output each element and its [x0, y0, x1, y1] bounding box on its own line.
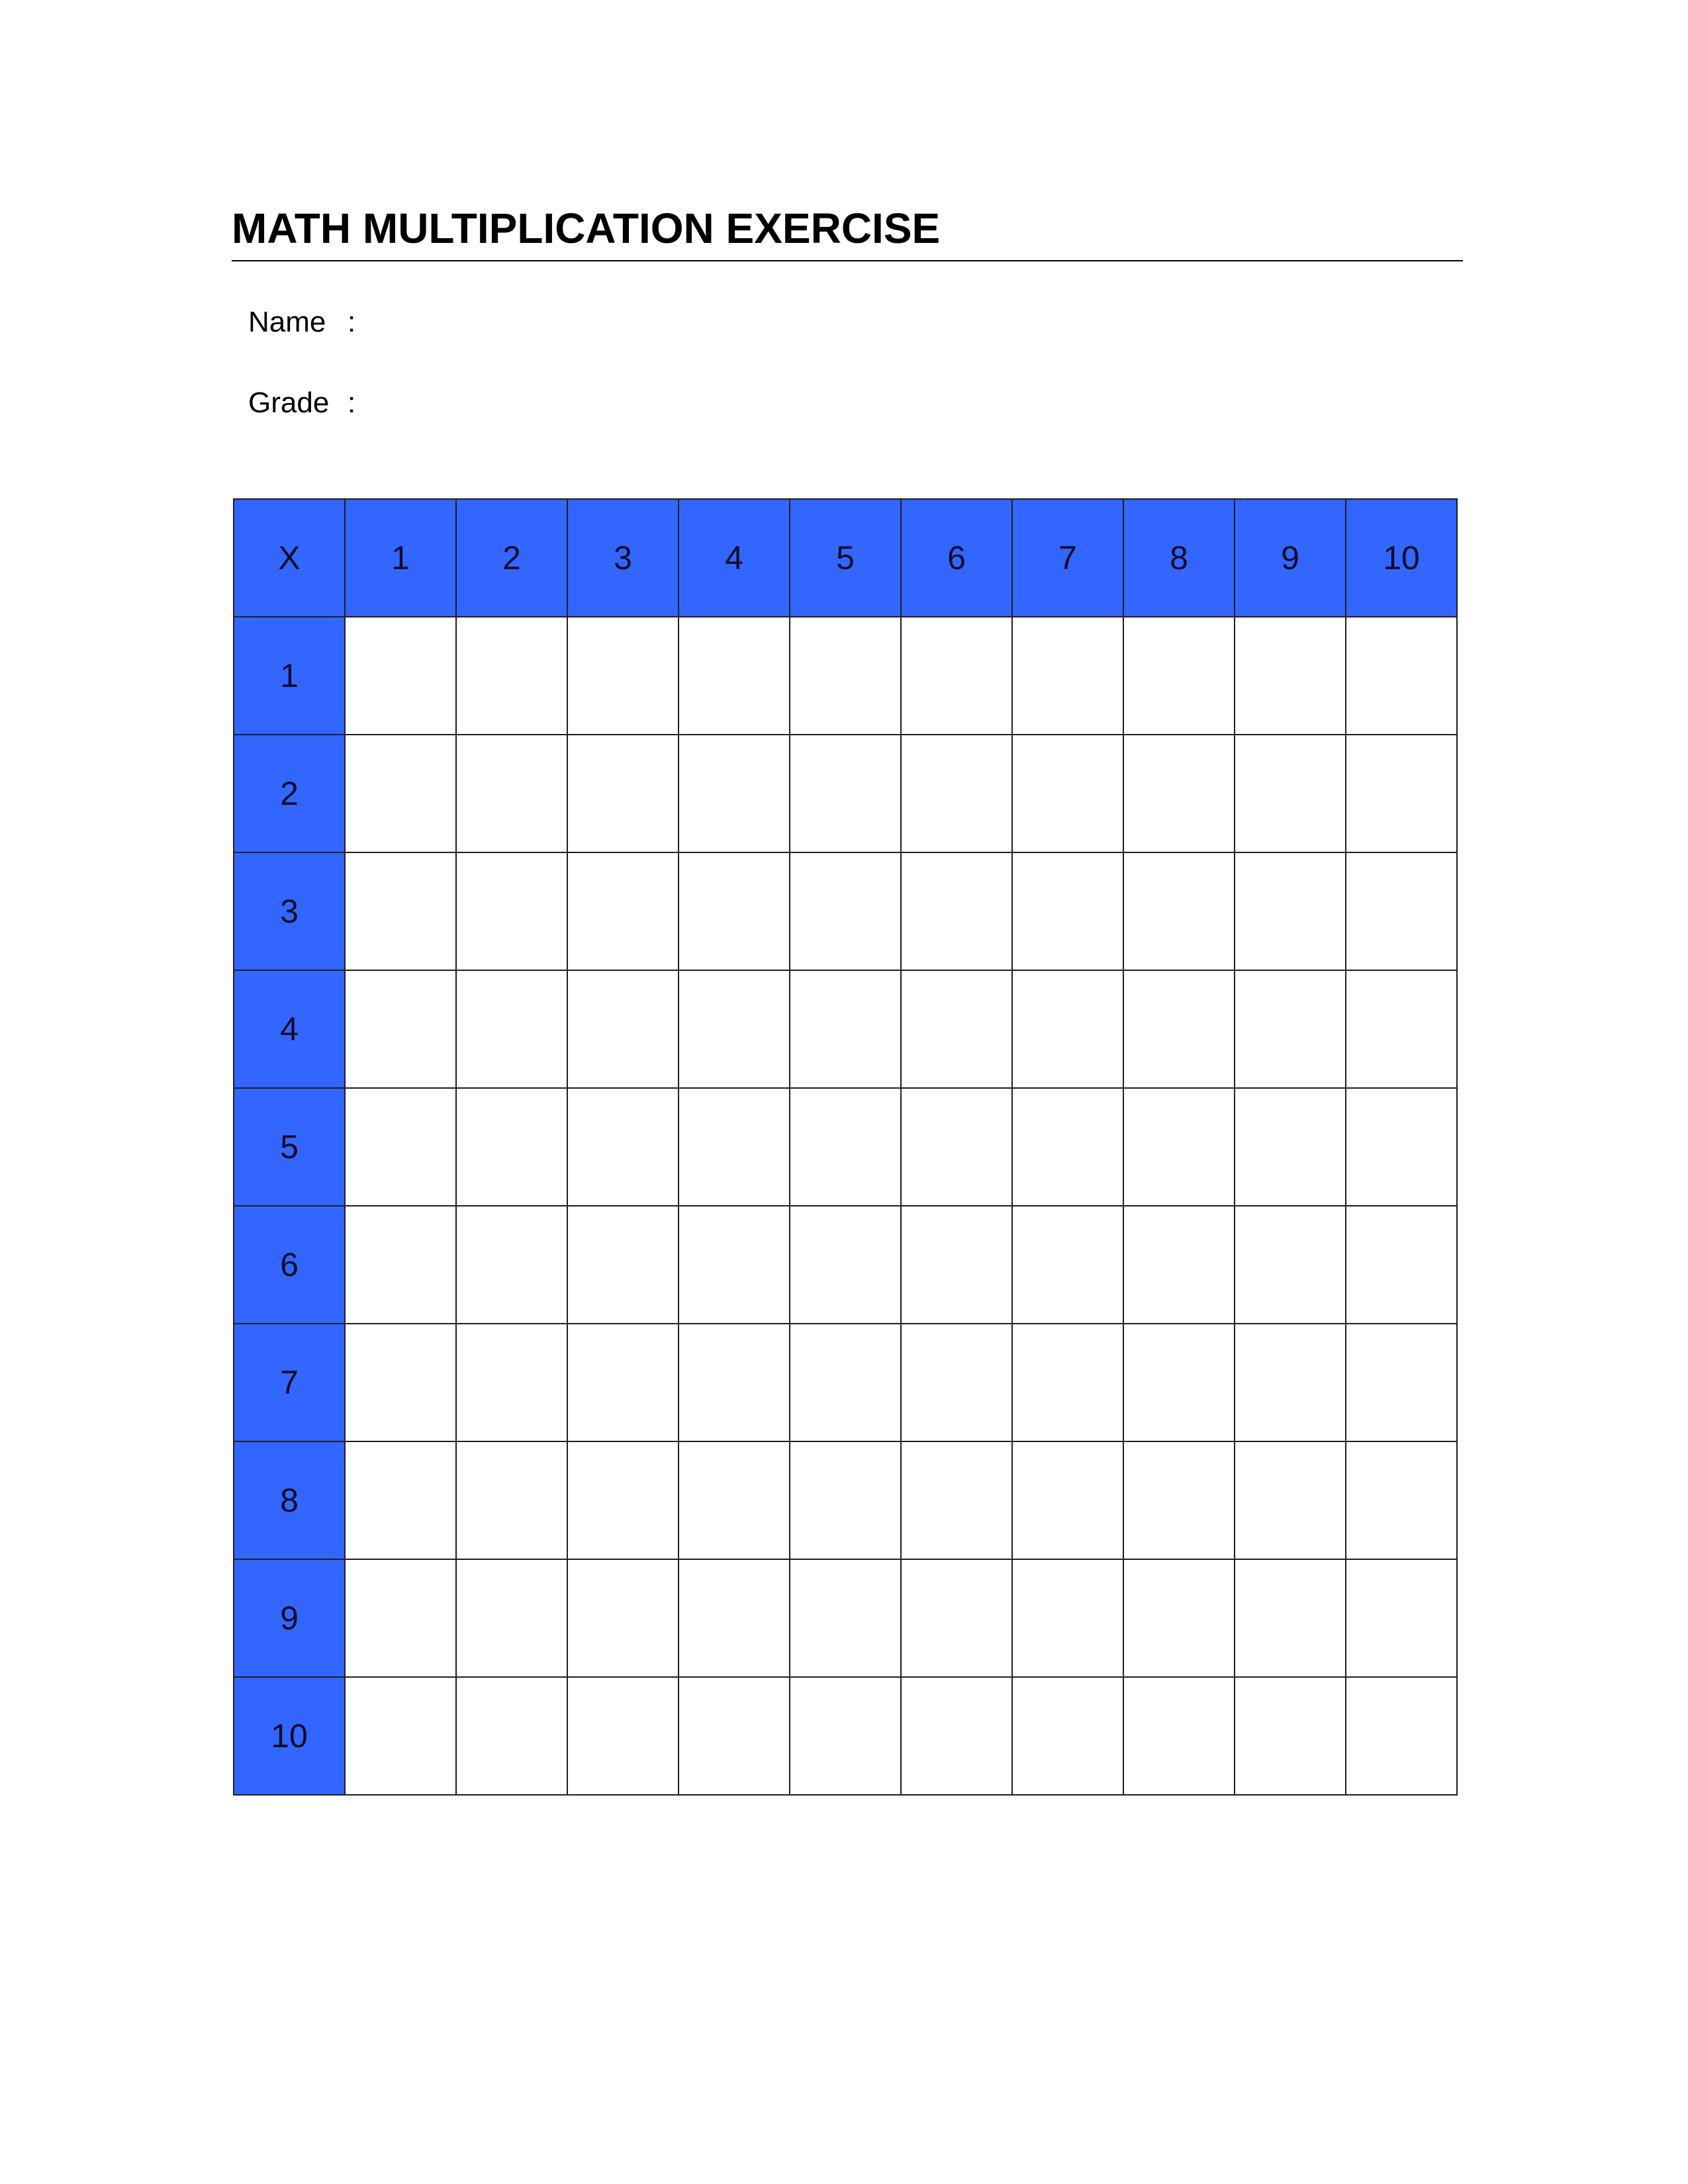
answer-cell[interactable]: [790, 617, 901, 735]
answer-cell[interactable]: [790, 1677, 901, 1795]
answer-cell[interactable]: [567, 1324, 679, 1441]
answer-cell[interactable]: [901, 1559, 1012, 1677]
table-row: [234, 970, 1457, 1088]
answer-cell[interactable]: [679, 617, 790, 735]
answer-cell[interactable]: [567, 1559, 679, 1677]
row-header: 2: [234, 735, 345, 852]
answer-cell[interactable]: [567, 1206, 679, 1324]
answer-cell[interactable]: [1346, 1088, 1457, 1206]
column-header: 10: [1346, 499, 1457, 617]
row-header: 7: [234, 1324, 345, 1441]
table-row: [234, 852, 1457, 970]
answer-cell[interactable]: [567, 970, 679, 1088]
table-row: [234, 1441, 1457, 1559]
table-row: [234, 1559, 1457, 1677]
column-header: 7: [1012, 499, 1123, 617]
row-header: 8: [234, 1441, 345, 1559]
answer-cell[interactable]: [456, 1088, 567, 1206]
answer-cell[interactable]: [1235, 1206, 1346, 1324]
answer-cell[interactable]: [1235, 852, 1346, 970]
answer-cell[interactable]: [901, 970, 1012, 1088]
answer-cell[interactable]: [1346, 1559, 1457, 1677]
multiplication-table: [233, 498, 1458, 1796]
answer-cell[interactable]: [901, 852, 1012, 970]
answer-cell[interactable]: [1346, 1324, 1457, 1441]
column-header: 2: [456, 499, 567, 617]
answer-cell[interactable]: [1346, 617, 1457, 735]
answer-cell[interactable]: [1346, 1206, 1457, 1324]
answer-cell[interactable]: [790, 1088, 901, 1206]
answer-cell[interactable]: [345, 1206, 456, 1324]
name-field-row: [248, 299, 765, 345]
answer-cell[interactable]: [567, 852, 679, 970]
answer-cell[interactable]: [790, 1324, 901, 1441]
answer-cell[interactable]: [790, 1206, 901, 1324]
answer-cell[interactable]: [1346, 970, 1457, 1088]
answer-cell[interactable]: [456, 1677, 567, 1795]
answer-cell[interactable]: [679, 1559, 790, 1677]
answer-cell[interactable]: [1346, 735, 1457, 852]
row-header: 9: [234, 1559, 345, 1677]
answer-cell[interactable]: [1012, 852, 1123, 970]
answer-cell[interactable]: [1012, 1324, 1123, 1441]
answer-cell[interactable]: [345, 735, 456, 852]
answer-cell[interactable]: [345, 852, 456, 970]
row-header: 3: [234, 852, 345, 970]
answer-cell[interactable]: [1235, 970, 1346, 1088]
answer-cell[interactable]: [1123, 617, 1235, 735]
answer-cell[interactable]: [456, 735, 567, 852]
table-row: [234, 1088, 1457, 1206]
answer-cell[interactable]: [1123, 1206, 1235, 1324]
answer-cell[interactable]: [679, 970, 790, 1088]
answer-cell[interactable]: [345, 1324, 456, 1441]
answer-cell[interactable]: [1346, 1441, 1457, 1559]
answer-cell[interactable]: [456, 970, 567, 1088]
answer-cell[interactable]: [1235, 617, 1346, 735]
answer-cell[interactable]: [901, 1677, 1012, 1795]
answer-cell[interactable]: [1123, 1088, 1235, 1206]
corner-header: X: [234, 499, 345, 617]
answer-cell[interactable]: [679, 1088, 790, 1206]
column-header: 8: [1123, 499, 1235, 617]
answer-cell[interactable]: [790, 970, 901, 1088]
answer-cell[interactable]: [345, 1559, 456, 1677]
answer-cell[interactable]: [901, 735, 1012, 852]
table-row: [234, 1324, 1457, 1441]
answer-cell[interactable]: [790, 735, 901, 852]
answer-cell[interactable]: [1123, 1324, 1235, 1441]
answer-cell[interactable]: [1012, 1206, 1123, 1324]
column-header: 5: [790, 499, 901, 617]
column-header: 3: [567, 499, 679, 617]
answer-cell[interactable]: [345, 1441, 456, 1559]
answer-cell[interactable]: [456, 617, 567, 735]
column-header: 4: [679, 499, 790, 617]
row-header: 5: [234, 1088, 345, 1206]
answer-cell[interactable]: [1235, 1677, 1346, 1795]
answer-cell[interactable]: [1235, 735, 1346, 852]
answer-cell[interactable]: [345, 617, 456, 735]
answer-cell[interactable]: [1123, 852, 1235, 970]
table-row: [234, 1677, 1457, 1795]
answer-cell[interactable]: [345, 970, 456, 1088]
answer-cell[interactable]: [567, 1088, 679, 1206]
answer-cell[interactable]: [1012, 970, 1123, 1088]
table-body: [234, 617, 1457, 1795]
answer-cell[interactable]: [901, 617, 1012, 735]
answer-cell[interactable]: [790, 852, 901, 970]
answer-cell[interactable]: [901, 1206, 1012, 1324]
table-header-row: [234, 499, 1457, 617]
column-header: 9: [1235, 499, 1346, 617]
answer-cell[interactable]: [679, 1677, 790, 1795]
table-row: [234, 735, 1457, 852]
answer-cell[interactable]: [1123, 1559, 1235, 1677]
answer-cell[interactable]: [1123, 1677, 1235, 1795]
row-header: 1: [234, 617, 345, 735]
page-title: MATH MULTIPLICATION EXERCISE: [232, 205, 941, 252]
answer-cell[interactable]: [1235, 1324, 1346, 1441]
answer-cell[interactable]: [1123, 735, 1235, 852]
answer-cell[interactable]: [901, 1324, 1012, 1441]
answer-cell[interactable]: [1012, 1441, 1123, 1559]
answer-cell[interactable]: [1012, 735, 1123, 852]
table-row: [234, 1206, 1457, 1324]
answer-cell[interactable]: [1012, 1088, 1123, 1206]
answer-cell[interactable]: [567, 617, 679, 735]
answer-cell[interactable]: [456, 1559, 567, 1677]
column-header: 1: [345, 499, 456, 617]
answer-cell[interactable]: [567, 1677, 679, 1795]
answer-cell[interactable]: [567, 735, 679, 852]
row-header: 6: [234, 1206, 345, 1324]
answer-cell[interactable]: [456, 1206, 567, 1324]
answer-cell[interactable]: [567, 1441, 679, 1559]
answer-cell[interactable]: [1123, 970, 1235, 1088]
answer-cell[interactable]: [1123, 1441, 1235, 1559]
answer-cell[interactable]: [679, 1206, 790, 1324]
name-separator: :: [348, 306, 356, 338]
answer-cell[interactable]: [456, 1441, 567, 1559]
answer-cell[interactable]: [345, 1677, 456, 1795]
answer-cell[interactable]: [679, 1324, 790, 1441]
answer-cell[interactable]: [679, 852, 790, 970]
grade-separator: :: [348, 387, 356, 419]
column-header: 6: [901, 499, 1012, 617]
answer-cell[interactable]: [790, 1441, 901, 1559]
answer-cell[interactable]: [1346, 852, 1457, 970]
answer-cell[interactable]: [901, 1088, 1012, 1206]
answer-cell[interactable]: [1235, 1441, 1346, 1559]
name-label: Name: [248, 306, 326, 338]
answer-cell[interactable]: [679, 1441, 790, 1559]
row-header: 10: [234, 1677, 345, 1795]
grade-field-row: [248, 380, 765, 426]
answer-cell[interactable]: [1235, 1088, 1346, 1206]
answer-cell[interactable]: [1346, 1677, 1457, 1795]
table-row: [234, 617, 1457, 735]
answer-cell[interactable]: [456, 852, 567, 970]
answer-cell[interactable]: [1235, 1559, 1346, 1677]
answer-cell[interactable]: [1012, 1677, 1123, 1795]
title-divider: [232, 260, 1463, 261]
row-header: 4: [234, 970, 345, 1088]
answer-cell[interactable]: [345, 1088, 456, 1206]
answer-cell[interactable]: [901, 1441, 1012, 1559]
answer-cell[interactable]: [790, 1559, 901, 1677]
answer-cell[interactable]: [456, 1324, 567, 1441]
answer-cell[interactable]: [1012, 1559, 1123, 1677]
answer-cell[interactable]: [679, 735, 790, 852]
grade-label: Grade: [248, 387, 330, 419]
answer-cell[interactable]: [1012, 617, 1123, 735]
